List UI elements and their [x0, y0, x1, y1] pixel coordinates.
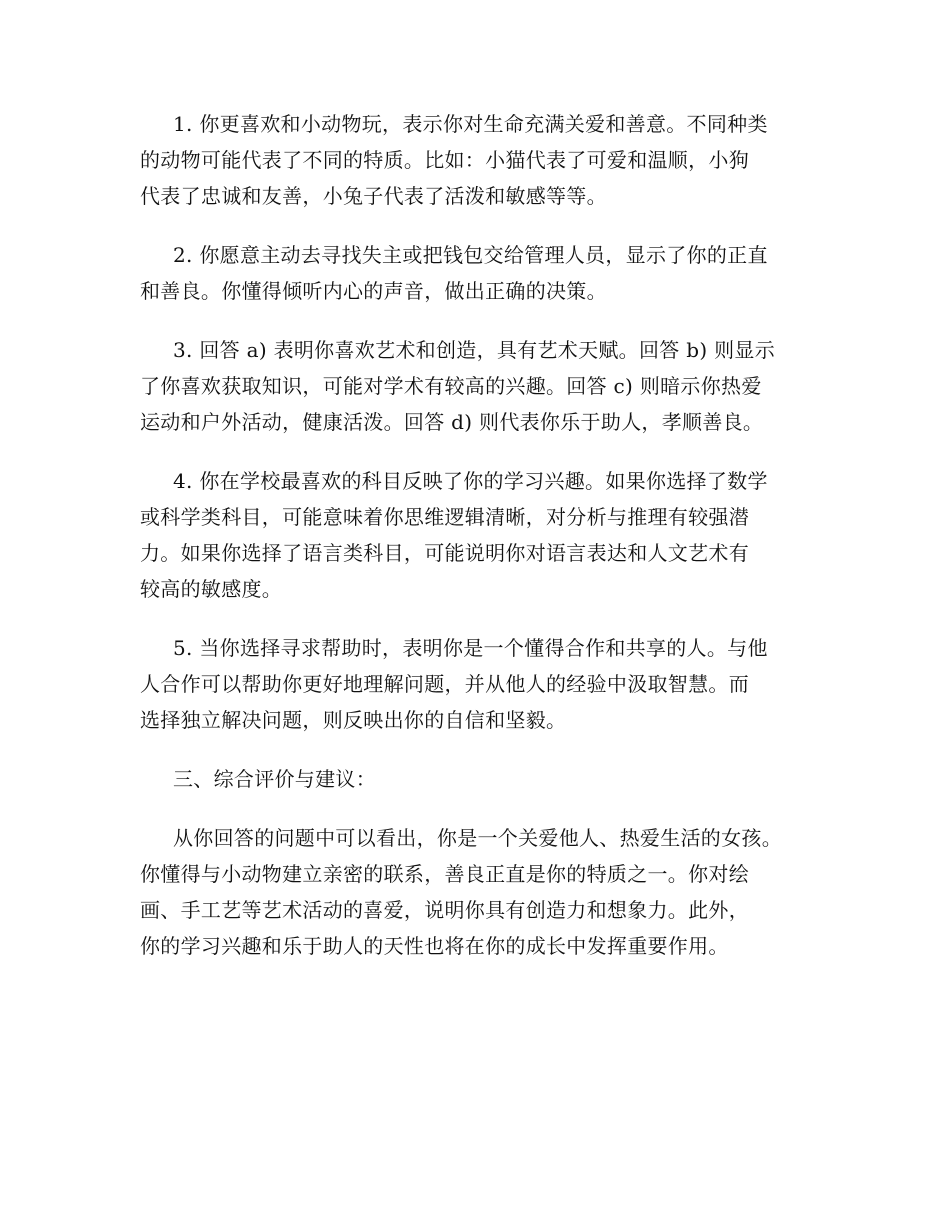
- paragraph-item-5-help: [140, 630, 830, 738]
- text-line: 1. 你更喜欢和小动物玩，表示你对生命充满关爱和善意。不同种类: [173, 112, 768, 136]
- text-line: 和善良。你懂得倾听内心的声音，做出正确的决策。: [140, 279, 607, 303]
- paragraph-item-1-animals: [140, 106, 830, 214]
- document-body: [140, 106, 830, 987]
- paragraph-summary: [140, 820, 830, 964]
- paragraph-item-3-answers: [140, 332, 830, 440]
- text-line: 或科学类科目，可能意味着你思维逻辑清晰，对分析与推理有较强潜: [140, 505, 749, 529]
- text-line: 了你喜欢获取知识，可能对学术有较高的兴趣。回答 c) 则暗示你热爱: [140, 374, 762, 398]
- text-line: 画、手工艺等艺术活动的喜爱，说明你具有创造力和想象力。此外，: [140, 898, 749, 922]
- text-line: 你懂得与小动物建立亲密的联系，善良正直是你的特质之一。你对绘: [140, 862, 749, 886]
- text-line: 从你回答的问题中可以看出，你是一个关爱他人、热爱生活的女孩。: [173, 826, 782, 850]
- text-line: 5. 当你选择寻求帮助时，表明你是一个懂得合作和共享的人。与他: [173, 636, 768, 660]
- text-line: 选择独立解决问题，则反映出你的自信和坚毅。: [140, 708, 567, 732]
- section-heading: [140, 761, 830, 797]
- text-line: 的动物可能代表了不同的特质。比如：小猫代表了可爱和温顺，小狗: [140, 148, 749, 172]
- text-line: 代表了忠诚和友善，小兔子代表了活泼和敏感等等。: [140, 184, 607, 208]
- section-heading-text: 三、综合评价与建议：: [173, 767, 376, 791]
- text-line: 4. 你在学校最喜欢的科目反映了你的学习兴趣。如果你选择了数学: [173, 469, 768, 493]
- text-line: 较高的敏感度。: [140, 577, 283, 601]
- paragraph-item-4-subjects: [140, 463, 830, 607]
- text-line: 人合作可以帮助你更好地理解问题，并从他人的经验中汲取智慧。而: [140, 672, 749, 696]
- text-line: 运动和户外活动，健康活泼。回答 d) 则代表你乐于助人，孝顺善良。: [140, 410, 764, 434]
- text-line: 力。如果你选择了语言类科目，可能说明你对语言表达和人文艺术有: [140, 541, 749, 565]
- text-line: 2. 你愿意主动去寻找失主或把钱包交给管理人员，显示了你的正直: [173, 243, 768, 267]
- paragraph-item-2-wallet: [140, 237, 830, 309]
- text-line: 3. 回答 a) 表明你喜欢艺术和创造，具有艺术天赋。回答 b) 则显示: [173, 338, 776, 362]
- text-line: 你的学习兴趣和乐于助人的天性也将在你的成长中发挥重要作用。: [140, 934, 729, 958]
